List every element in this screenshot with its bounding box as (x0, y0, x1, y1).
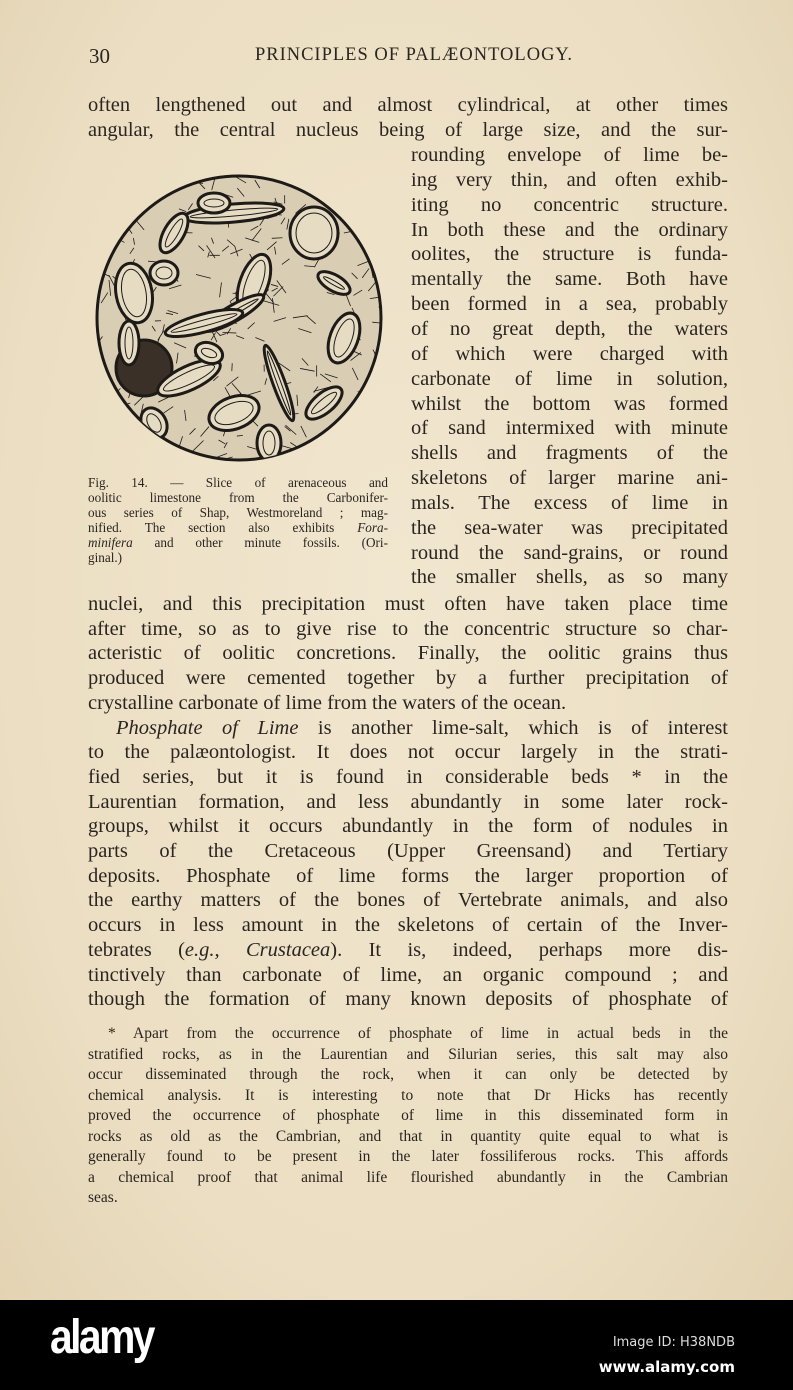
body-text-line (411, 491, 728, 515)
footnote-line (88, 1168, 728, 1187)
figure-caption-line (88, 535, 388, 550)
footnote-line (88, 1127, 728, 1146)
crystal-fragment (116, 429, 122, 431)
body-text-line (411, 267, 728, 291)
body-text-line (411, 416, 728, 440)
text-run: rounding envelope of lime be- (411, 144, 728, 166)
crystal-fragment (366, 405, 374, 407)
text-run: nified. The section also exhibits (88, 520, 358, 535)
text-run: nuclei, and this precipitation must often have taken place time (88, 593, 728, 615)
body-text-line (411, 292, 728, 316)
figure-caption-line (88, 550, 388, 565)
text-run: rocks as old as the Cambrian, and that in quantity quite equal to what is (88, 1127, 728, 1145)
body-text-line (411, 516, 728, 540)
crystal-fragment (114, 220, 125, 223)
text-run: In both these and the ordinary (411, 218, 728, 241)
body-text-line (88, 666, 728, 690)
body-text-line (88, 592, 728, 616)
text-run: the earthy matters of the bones of Vertebrate animals, and also (88, 889, 728, 912)
crystal-fragment (307, 443, 321, 445)
body-text-line (88, 118, 728, 142)
crystal-fragment (117, 418, 129, 426)
page-number: 30 (89, 44, 110, 68)
crystal-fragment (143, 459, 144, 463)
crystal-fragment (94, 457, 95, 463)
crystal-fragment (173, 452, 174, 460)
text-run: the smaller shells, as so many (411, 566, 728, 589)
crystal-fragment (375, 432, 381, 437)
crystal-fragment (357, 405, 367, 407)
body-text-line (88, 790, 728, 814)
body-text-line (411, 392, 728, 416)
crystal-fragment (351, 448, 357, 462)
figure-caption-line (88, 520, 388, 535)
text-run: round the sand-grains, or round (411, 541, 728, 564)
body-text-line (88, 740, 728, 764)
text-run: * Apart from the occurrence of phosphate of lime in actual beds in the (108, 1025, 728, 1042)
footnote-line (88, 1106, 728, 1125)
text-run: generally found to be present in the later fossiliferous rocks. This affords (88, 1148, 728, 1165)
text-run: of no great depth, the waters (411, 317, 728, 340)
crystal-fragment (377, 458, 381, 463)
crystal-fragment (98, 244, 107, 247)
text-run: Fig. 14. — Slice of arenaceous and (88, 475, 388, 490)
crystal-fragment (370, 392, 379, 395)
footnote-line (88, 1147, 728, 1166)
text-run: proved the occurrence of phosphate of lime in this disseminated form in (88, 1107, 728, 1124)
text-run: groups, whilst it occurs abundantly in the form of nodules in (88, 815, 728, 838)
text-run: deposits. Phosphate of lime forms the larger proportion of (88, 864, 728, 887)
figure-limestone-slice (94, 173, 384, 463)
oolitic-grain (198, 193, 230, 213)
body-text-line (411, 317, 728, 341)
watermark-bar (0, 1300, 793, 1390)
body-text-line (88, 963, 728, 987)
italic-text: Fora- (357, 520, 388, 535)
text-run: acteristic of oolitic concretions. Finally, the oolitic grains thus (88, 642, 728, 665)
crystal-fragment (338, 450, 341, 461)
body-text-line (88, 888, 728, 912)
body-text-line (411, 441, 728, 465)
body-text-line (88, 765, 728, 789)
italic-text: Phosphate of Lime (116, 716, 299, 739)
footnote-line (88, 1086, 728, 1105)
crystal-fragment (94, 340, 95, 348)
text-run: mentally the same. Both have (411, 268, 728, 291)
crystal-fragment (123, 177, 133, 188)
crystal-fragment (298, 177, 306, 181)
body-text-line (88, 913, 728, 937)
text-run: chemical analysis. It is interesting to note that Dr Hicks has recently (88, 1086, 728, 1104)
figure-caption-line (88, 490, 388, 505)
crystal-fragment (164, 448, 174, 457)
oolitic-grain (290, 207, 338, 259)
crystal-fragment (160, 447, 164, 456)
body-text-line (88, 814, 728, 838)
body-text-line (411, 367, 728, 391)
text-run: ). It is, indeed, perhaps more dis- (330, 938, 728, 961)
text-run: seas. (88, 1189, 118, 1206)
footnote-line (88, 1188, 728, 1207)
crystal-fragment (118, 215, 126, 219)
body-text-line (411, 193, 728, 217)
body-text-line (88, 938, 728, 962)
oolitic-grain (150, 261, 178, 285)
text-run: ous series of Shap, Westmoreland ; mag- (88, 505, 388, 520)
text-run: of which were charged with (411, 342, 728, 365)
italic-text: e.g., (184, 938, 220, 961)
text-run: after time, so as to give rise to the concentric structure so char- (88, 617, 728, 640)
crystal-fragment (94, 218, 101, 228)
body-text-line (88, 691, 728, 715)
crystal-fragment (373, 203, 374, 218)
running-title: PRINCIPLES OF PALÆONTOLOGY. (254, 45, 574, 65)
crystal-fragment (143, 184, 149, 186)
body-text-line (88, 93, 728, 117)
text-run: occur disseminated through the rock, when it can only be detected by (88, 1066, 728, 1083)
footnote-line (88, 1045, 728, 1064)
text-run: often lengthened out and almost cylindrical, at other times (88, 94, 728, 116)
crystal-fragment (376, 256, 383, 259)
body-text-line (411, 242, 728, 266)
body-text-line (411, 541, 728, 565)
crystal-fragment (288, 174, 298, 181)
body-text-line (116, 716, 728, 740)
text-run: occurs in less amount in the skeletons of certain of the Inver- (88, 914, 728, 937)
crystal-fragment (349, 210, 357, 213)
crystal-fragment (347, 412, 352, 425)
crystal-fragment (347, 187, 351, 194)
crystal-fragment (354, 423, 363, 432)
text-run: ing very thin, and often exhib- (411, 168, 728, 191)
text-run: produced were cemented together by a further precipitation of (88, 667, 728, 690)
text-run: angular, the central nucleus being of large size, and the sur- (88, 118, 728, 141)
crystal-fragment (97, 263, 99, 269)
italic-text: Crustacea (246, 938, 331, 961)
crystal-fragment (128, 174, 142, 182)
crystal-fragment (116, 205, 121, 209)
body-text-line (411, 466, 728, 490)
text-run: Laurentian formation, and less abundantly in some later rock- (88, 790, 728, 813)
text-run: mals. The excess of lime in (411, 491, 728, 514)
crystal-fragment (324, 180, 325, 189)
text-run: carbonate of lime in solution, (411, 367, 728, 390)
body-text-line (88, 839, 728, 863)
text-run: though the formation of many known deposits of phosphate of (88, 988, 728, 1011)
oolitic-grain (119, 321, 139, 365)
text-run: the sea-water was precipitated (411, 516, 728, 539)
text-run: skeletons of larger marine ani- (411, 467, 728, 490)
watermark-url: www.alamy.com (598, 1358, 735, 1376)
crystal-fragment (370, 197, 376, 200)
text-run: tebrates ( (88, 938, 185, 961)
body-text-line (88, 641, 728, 665)
figure-caption-line (88, 505, 388, 520)
text-run: and other minute fossils. (Ori- (132, 535, 388, 550)
text-run: a chemical proof that animal life flourished abundantly in the Cambrian (88, 1168, 728, 1186)
text-run: fied series, but it is found in considerable beds * in the (88, 765, 728, 788)
image-id: Image ID: H38NDB (612, 1335, 735, 1350)
crystal-fragment (94, 272, 97, 277)
text-run: ginal.) (88, 550, 123, 565)
body-text-line (411, 168, 728, 192)
body-text-line (411, 143, 728, 167)
text-run: is another lime-salt, which is of interest (298, 716, 728, 739)
crystal-fragment (149, 452, 160, 462)
crystal-fragment (369, 174, 374, 182)
crystal-fragment (149, 445, 153, 458)
crystal-fragment (328, 458, 334, 463)
body-text-line (411, 342, 728, 366)
text-run: oolites, the structure is funda- (411, 243, 728, 266)
text-run: crystalline carbonate of lime from the waters of the ocean. (88, 691, 567, 714)
italic-text: minifera (88, 535, 133, 550)
crystal-fragment (340, 182, 355, 183)
text-run: been formed in a sea, probably (411, 293, 728, 316)
text-run: parts of the Cretaceous (Upper Greensand) and Tertiary (88, 840, 728, 862)
text-run (220, 939, 246, 961)
body-text-line (411, 218, 728, 242)
figure-caption-line (88, 475, 388, 490)
text-run: tinctively than carbonate of lime, an organic compound ; and (88, 963, 728, 986)
text-run: shells and fragments of the (411, 442, 728, 465)
crystal-fragment (377, 225, 383, 227)
body-text-line (88, 987, 728, 1011)
alamy-logo: alamy (50, 1311, 153, 1364)
text-run: stratified rocks, as in the Laurentian and Silurian series, this salt may also (88, 1045, 728, 1063)
crystal-fragment (272, 238, 283, 239)
text-run: oolitic limestone from the Carbonifer- (88, 490, 388, 505)
text-run: to the palæontologist. It does not occur largely in the strati- (88, 741, 728, 764)
crystal-fragment (94, 314, 95, 320)
body-text-line (411, 565, 728, 589)
crystal-fragment (130, 188, 145, 191)
footnote-line (108, 1024, 728, 1043)
crystal-fragment (378, 174, 384, 178)
body-text-line (88, 617, 728, 641)
footnote-line (88, 1065, 728, 1084)
body-text-line (88, 864, 728, 888)
text-run: whilst the bottom was formed (411, 392, 728, 415)
text-run: of sand intermixed with minute (411, 417, 728, 440)
crystal-fragment (287, 174, 288, 184)
text-run: iting no concentric structure. (411, 193, 728, 216)
crystal-fragment (329, 431, 340, 439)
